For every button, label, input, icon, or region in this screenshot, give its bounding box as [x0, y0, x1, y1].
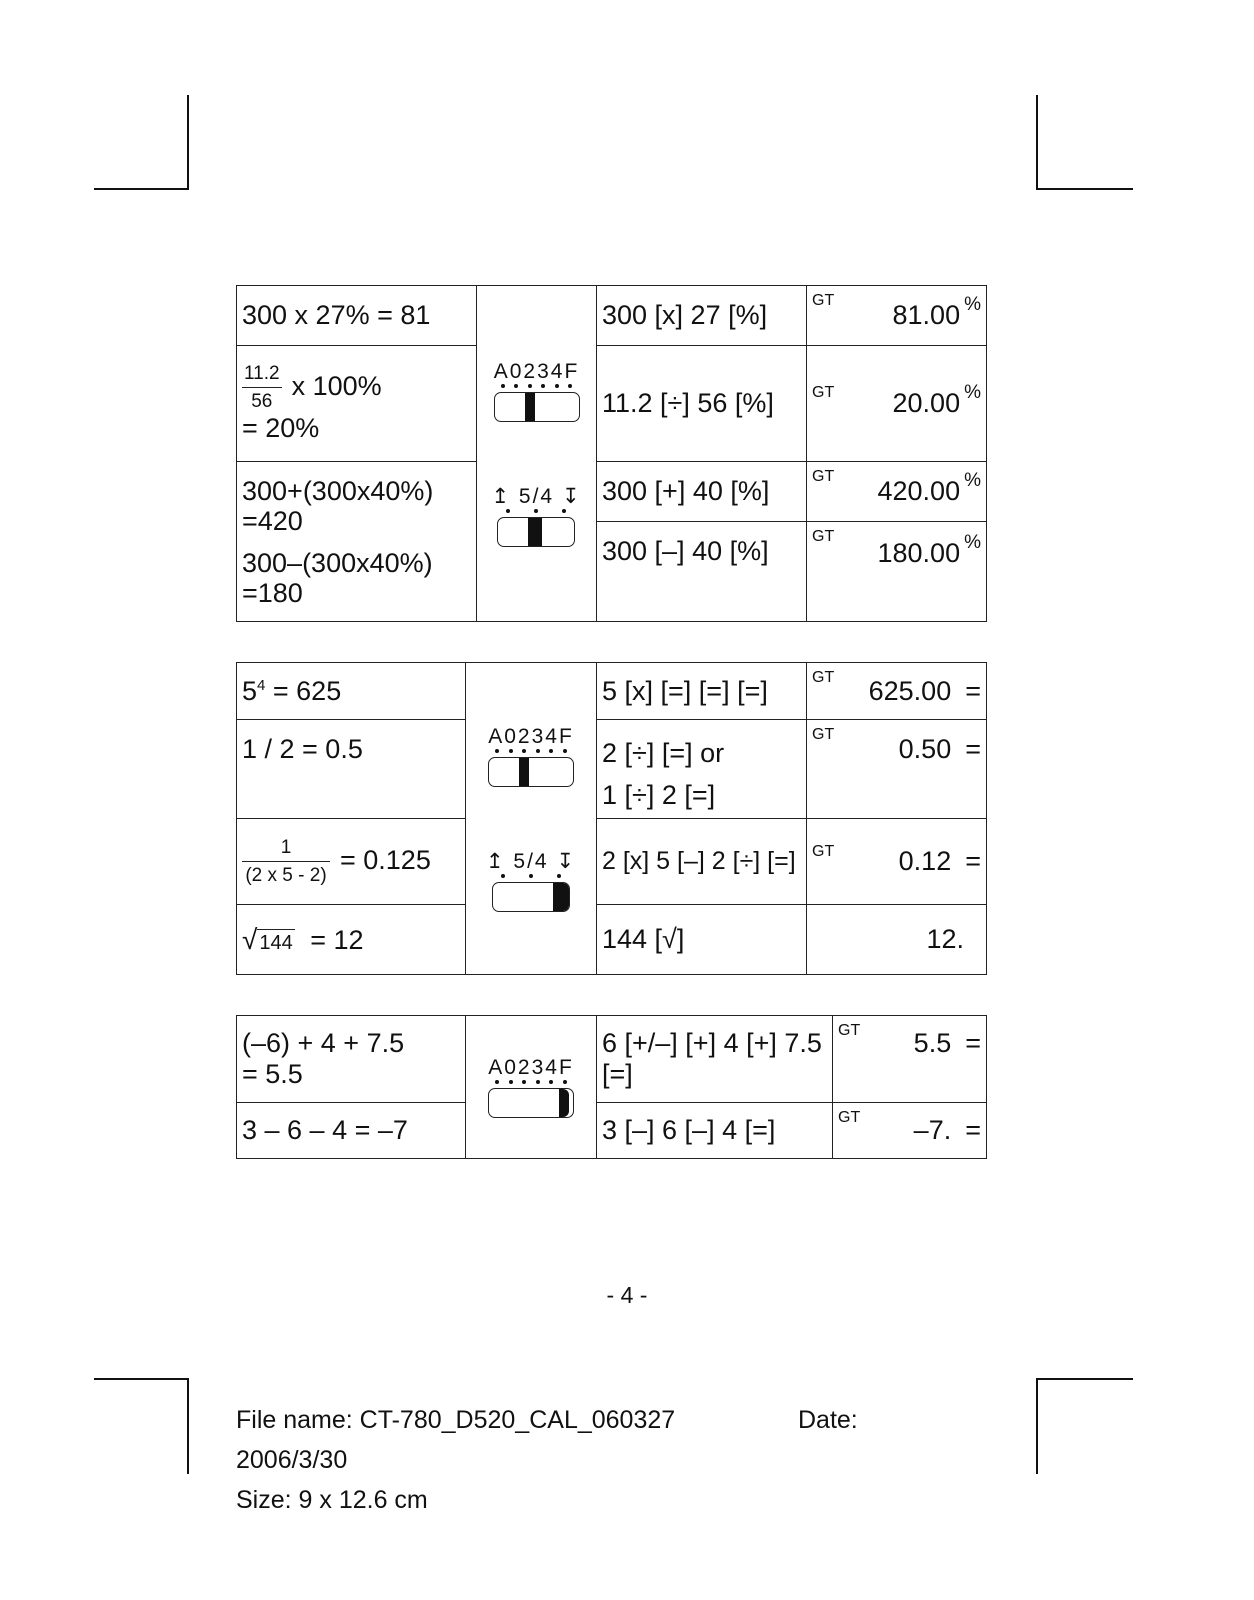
percent-examples-table: [236, 285, 987, 622]
display-indicator: %: [964, 294, 981, 315]
display-indicator: %: [964, 532, 981, 553]
gt-indicator: GT: [812, 528, 835, 545]
table-row: [237, 286, 987, 346]
example-cell: (–6) + 4 + 7.5 = 5.5: [237, 1016, 466, 1103]
date-label: Date:: [798, 1406, 858, 1434]
decimal-switch: [488, 725, 574, 787]
keys-cell: 3 [–] 6 [–] 4 [=]: [597, 1103, 833, 1159]
gt-indicator: GT: [812, 292, 835, 309]
display-cell: [807, 522, 987, 622]
rounding-switch-label: 5/4: [513, 850, 549, 873]
display-indicator: %: [964, 382, 981, 403]
date-value: 2006/3/30: [236, 1446, 348, 1474]
display-value: 0.12: [898, 846, 952, 876]
example-cell: 300 x 27% = 81: [237, 286, 477, 346]
display-indicator: %: [964, 470, 981, 491]
round-up-arrow-icon: ↧: [556, 850, 577, 873]
display-cell: [807, 905, 987, 975]
crop-mark-top-right-h: [1036, 188, 1133, 190]
keys-cell: 11.2 [÷] 56 [%]: [597, 346, 807, 462]
fraction: $\frac{11.2}{56}$: [244, 363, 280, 412]
display-cell: [807, 720, 987, 819]
display-cell: [807, 286, 987, 346]
table-row: [237, 1103, 987, 1159]
display-value: –7.: [913, 1115, 952, 1145]
sign-change-table: [236, 1015, 987, 1159]
gt-indicator: GT: [812, 384, 835, 401]
display-cell: [807, 819, 987, 905]
gt-indicator: GT: [812, 843, 835, 860]
display-indicator: =: [965, 675, 981, 706]
keys-cell: 5 [x] [=] [=] [=]: [597, 663, 807, 720]
rounding-switch: [491, 484, 581, 547]
example-cell: $\frac{11.2}{56}$ x 100% = 20%: [237, 346, 477, 462]
rounding-switch-label: 5/4: [518, 485, 555, 508]
keys-cell: 300 [x] 27 [%]: [597, 286, 807, 346]
gt-indicator: GT: [812, 669, 835, 686]
fraction: $\frac{1}{(2 x 5 - 2)}$: [242, 837, 330, 887]
display-value: 20.00: [892, 388, 961, 418]
display-cell: [833, 1103, 987, 1159]
crop-mark-bottom-left-v: [187, 1378, 189, 1474]
keys-cell: 300 [–] 40 [%]: [597, 522, 807, 622]
round-down-arrow-icon: ↥: [485, 850, 506, 873]
display-indicator: =: [965, 734, 981, 764]
gt-indicator: GT: [812, 468, 835, 485]
display-indicator: =: [965, 846, 981, 876]
gt-indicator: GT: [838, 1022, 861, 1039]
example-cell: 300+(300x40%) =420 300–(300x40%) =180: [237, 462, 477, 622]
display-cell: [807, 663, 987, 720]
round-up-arrow-icon: ↧: [561, 485, 582, 508]
display-cell: [833, 1016, 987, 1103]
decimal-switch-knob: [525, 393, 535, 421]
example-cell: $\frac{1}{(2 x 5 - 2)}$ = 0.125: [237, 819, 466, 905]
square-root: √ 144: [242, 923, 293, 955]
crop-mark-top-left-h: [94, 188, 189, 190]
switch-cell: [477, 286, 597, 622]
decimal-switch: [494, 360, 580, 422]
footer: [236, 1400, 896, 1520]
round-down-arrow-icon: ↥: [491, 485, 512, 508]
table-row: [237, 720, 987, 819]
table-row: [237, 819, 987, 905]
rounding-switch-knob: [553, 883, 569, 911]
display-value: 0.50: [898, 734, 952, 764]
size-info: Size: 9 x 12.6 cm: [236, 1486, 428, 1514]
keys-cell: 144 [√]: [597, 905, 807, 975]
display-value: 625.00: [868, 675, 952, 706]
example-cell: 1 / 2 = 0.5: [237, 720, 466, 819]
keys-cell: 2 [x] 5 [–] 2 [÷] [=]: [597, 819, 807, 905]
decimal-switch-knob: [559, 1089, 569, 1117]
keys-cell: 2 [÷] [=] or 1 [÷] 2 [=]: [597, 720, 807, 819]
example-cell: √ 144 = 12: [237, 905, 466, 975]
table-row: [237, 462, 987, 522]
display-cell: [807, 346, 987, 462]
gt-indicator: GT: [812, 726, 835, 743]
rounding-switch: [486, 849, 576, 912]
power-reciprocal-table: [236, 662, 987, 975]
display-value: 5.5: [913, 1028, 952, 1058]
crop-mark-bottom-right-v: [1036, 1378, 1038, 1474]
decimal-switch-knob: [519, 758, 529, 786]
display-value: 81.00: [892, 300, 961, 330]
crop-mark-top-right-v: [1036, 95, 1038, 190]
example-cell: $5^4 = 625$: [237, 663, 466, 720]
keys-cell: 300 [+] 40 [%]: [597, 462, 807, 522]
radical-icon: √: [242, 923, 258, 955]
switch-cell: [466, 1016, 597, 1159]
crop-mark-bottom-left-h: [94, 1378, 189, 1380]
gt-indicator: GT: [838, 1109, 861, 1126]
display-value: 12.: [926, 924, 964, 954]
file-name: File name: CT-780_D520_CAL_060327: [236, 1406, 676, 1434]
display-indicator: =: [965, 1028, 981, 1058]
decimal-switch: [488, 1056, 574, 1118]
crop-mark-bottom-right-h: [1036, 1378, 1133, 1380]
table-row: [237, 1016, 987, 1103]
display-value: 180.00: [877, 538, 961, 568]
decimal-switch-label: A0234F: [493, 360, 580, 383]
keys-cell: 6 [+/–] [+] 4 [+] 7.5 [=]: [597, 1016, 833, 1103]
page-number: - 4 -: [606, 1282, 648, 1308]
decimal-switch-label: A0234F: [488, 725, 574, 748]
display-indicator: =: [965, 1115, 981, 1145]
display-cell: [807, 462, 987, 522]
crop-mark-top-left-v: [187, 95, 189, 190]
example-cell: 3 – 6 – 4 = –7: [237, 1103, 466, 1159]
table-row: [237, 663, 987, 720]
table-row: [237, 346, 987, 462]
decimal-switch-label: A0234F: [488, 1056, 574, 1079]
switch-cell: [466, 663, 597, 975]
table-row: [237, 905, 987, 975]
display-value: 420.00: [877, 476, 961, 506]
rounding-switch-knob: [528, 518, 542, 546]
